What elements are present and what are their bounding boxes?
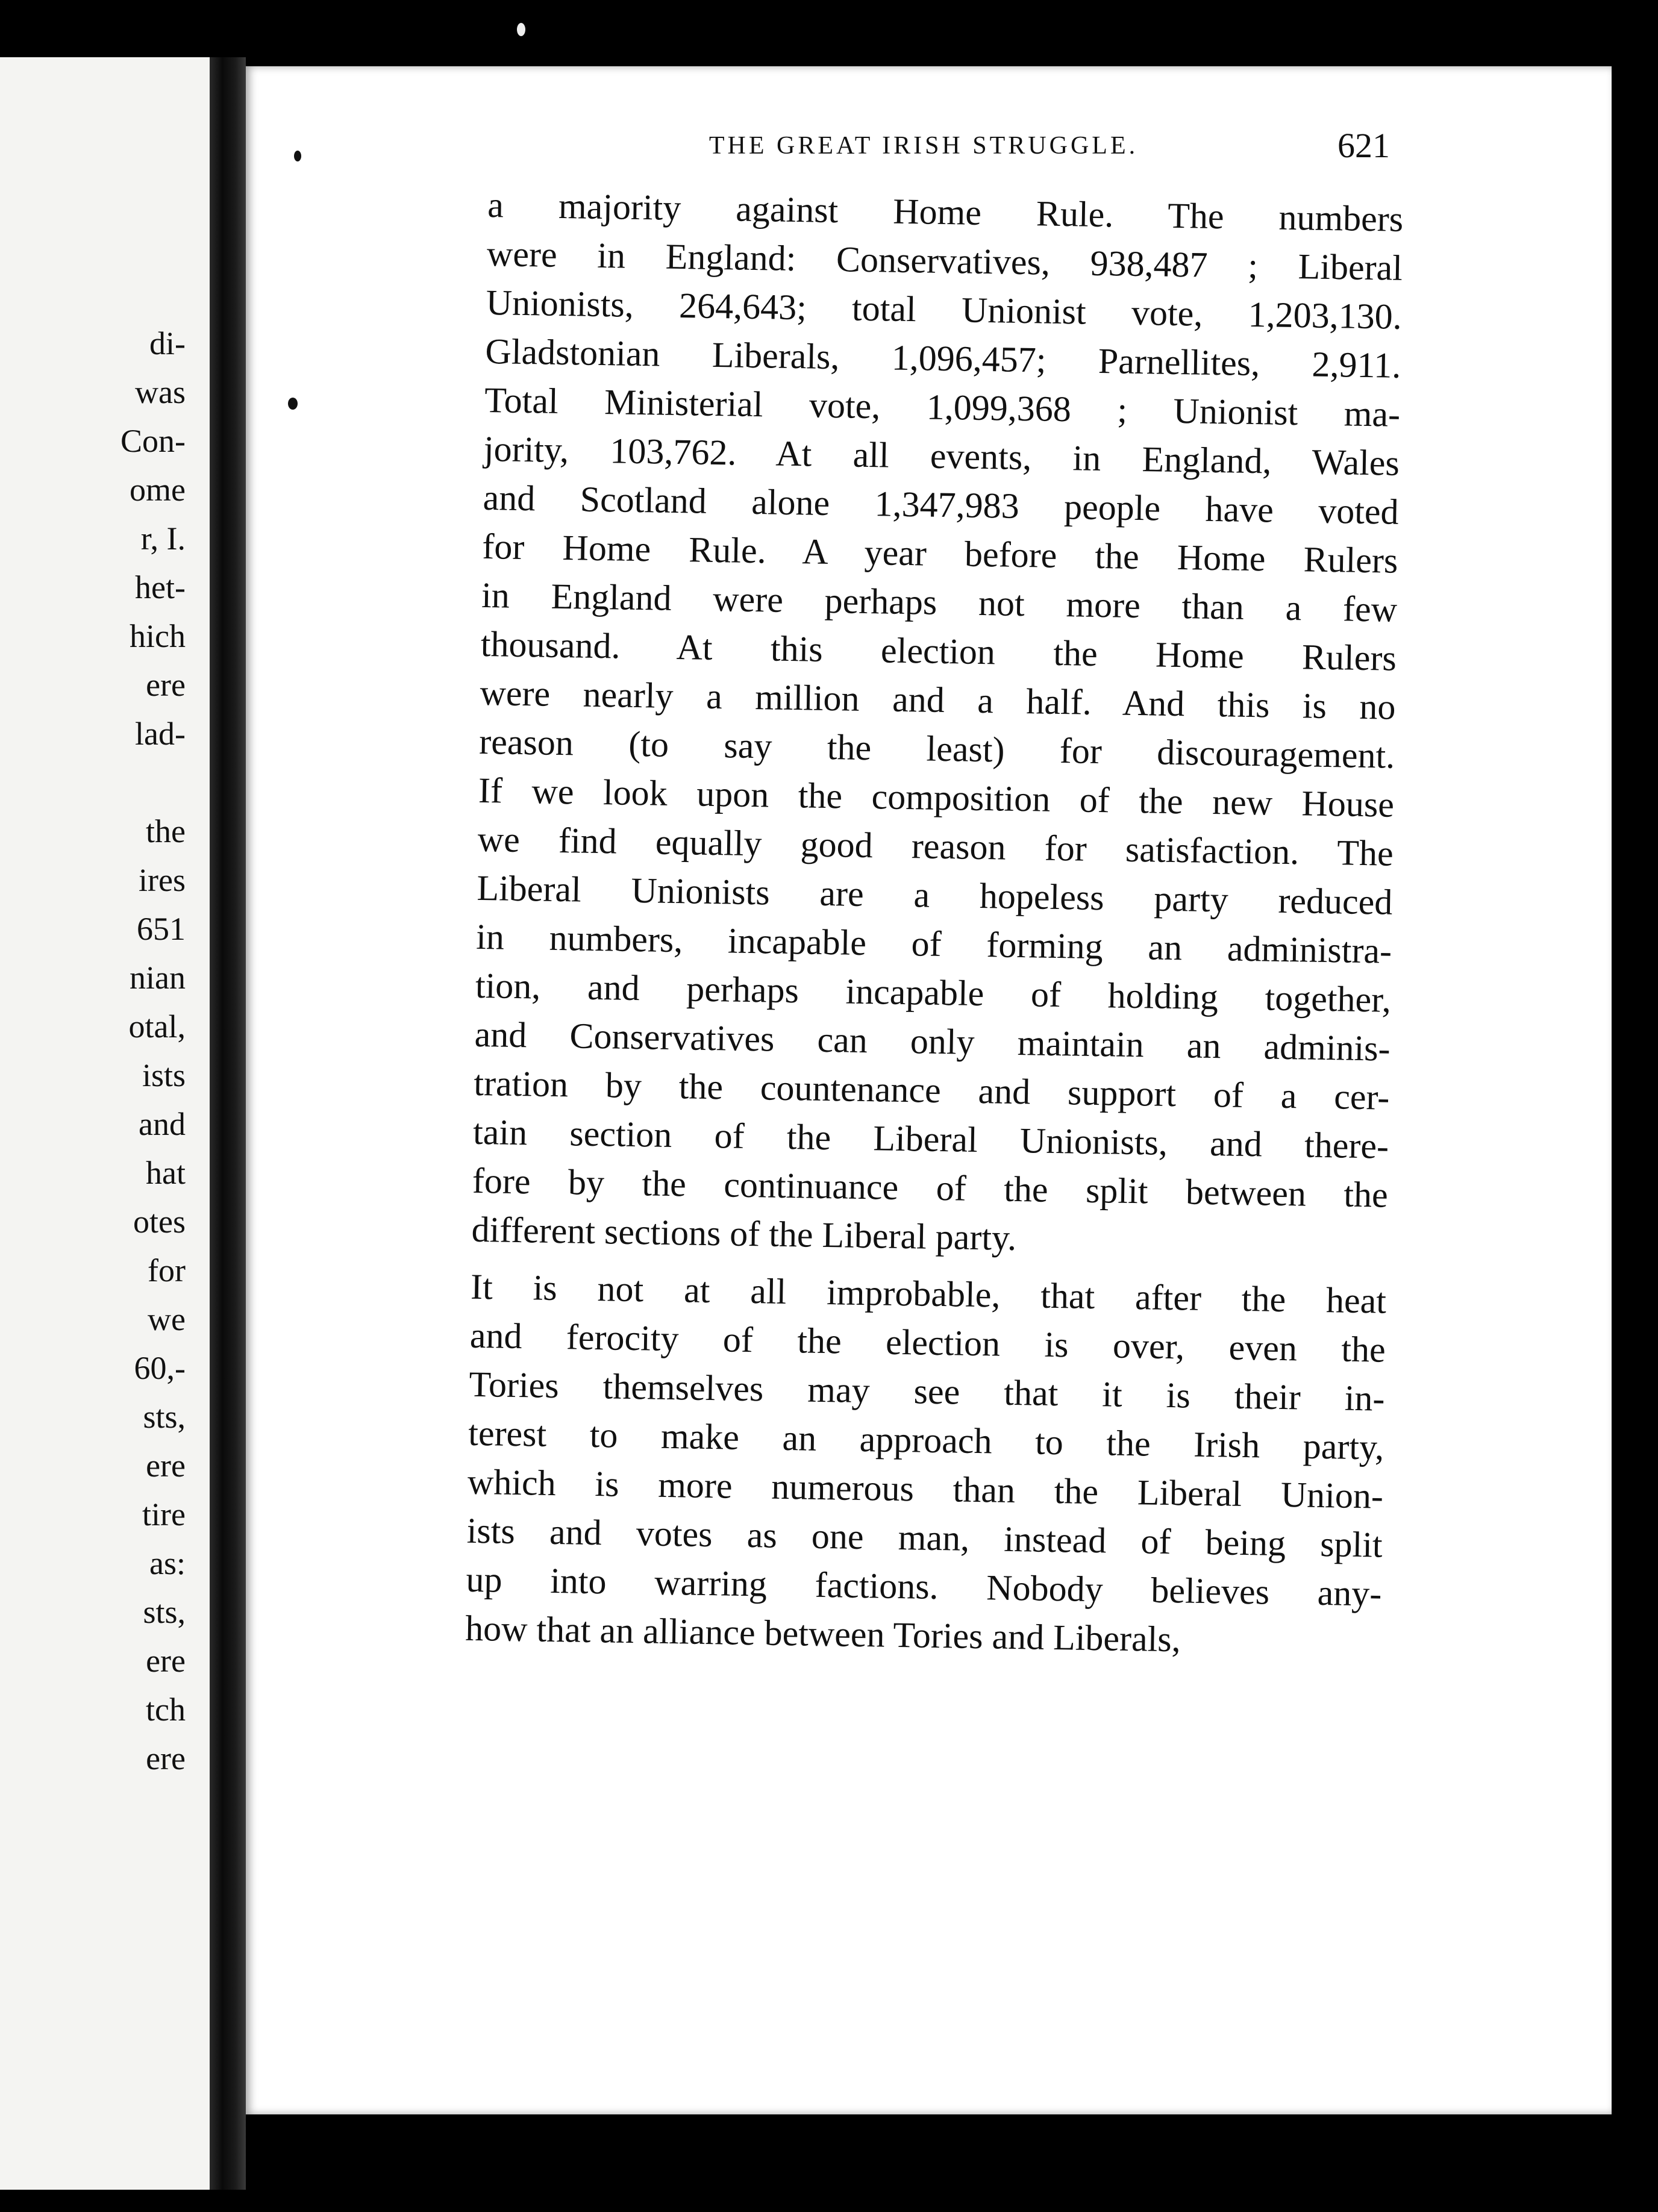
text-line: Liberal Unionists are a hopeless party reduced: [477, 867, 1393, 922]
text-line: terest to make an approach to the Irish party,: [468, 1413, 1384, 1467]
text-line: tration by the countenance and support of a cer-: [473, 1063, 1390, 1117]
text-line: which is more numerous than the Liberal Union-: [467, 1461, 1384, 1516]
left-page-fragment: was: [135, 374, 186, 410]
text-line: Unionists, 264,643; total Unionist vote, 1,203,130.: [486, 282, 1403, 337]
left-page-fragment: hat: [146, 1155, 186, 1191]
text-line: jority, 103,762. At all events, in England, Wales: [483, 428, 1400, 483]
left-page-fragment: we: [148, 1301, 186, 1337]
text-line: reason (to say the least) for discouragement.: [478, 721, 1395, 776]
running-head: THE GREAT IRISH STRUGGLE.: [709, 132, 1139, 160]
scan-speck: [294, 151, 301, 161]
paragraph-1: [471, 181, 1404, 1269]
text-line: Total Ministerial vote, 1,099,368 ; Unionist ma-: [484, 380, 1401, 434]
left-page-fragment: and: [139, 1106, 186, 1142]
left-page-fragment: di-: [149, 325, 186, 361]
text-line: If we look upon the composition of the new House: [478, 770, 1395, 825]
text-line: Tories themselves may see that it is their in-: [469, 1364, 1385, 1419]
text-line: up into warring factions. Nobody believes any-: [466, 1559, 1382, 1614]
text-line: and Conservatives can only maintain an adminis-: [474, 1014, 1391, 1069]
page-number: 621: [1337, 126, 1390, 165]
text-line: in numbers, incapable of forming an administra-: [475, 916, 1392, 971]
left-page-fragment: otes: [133, 1204, 186, 1240]
left-page-fragment: sts,: [143, 1399, 186, 1435]
left-page-fragment: tch: [146, 1692, 186, 1728]
text-line: we find equally good reason for satisfaction. The: [477, 819, 1394, 873]
left-page-fragment: r, I.: [140, 520, 186, 557]
left-page-fragment: ires: [139, 862, 186, 898]
left-page-fragment: ere: [146, 667, 186, 703]
left-page-fragment: nian: [130, 960, 186, 996]
text-line: were nearly a million and a half. And this is no: [480, 672, 1396, 727]
left-page-fragment: the: [146, 813, 186, 849]
text-line: fore by the continuance of the split between the: [472, 1160, 1389, 1215]
left-page-fragment: ere: [146, 1740, 186, 1776]
scan-speck: [288, 398, 298, 410]
text-line: ists and votes as one man, instead of being split: [466, 1510, 1383, 1565]
text-line: Gladstonian Liberals, 1,096,457; Parnellites, 2,911.: [485, 331, 1401, 386]
left-page-fragment: lad-: [135, 716, 186, 752]
scan-speck: [517, 23, 525, 36]
left-page-fragment: ere: [146, 1448, 186, 1484]
paragraph-2: [465, 1263, 1387, 1667]
text-line: and Scotland alone 1,347,983 people have voted: [483, 477, 1400, 532]
body-text: [465, 181, 1404, 1667]
left-page-fragment: 651: [137, 911, 186, 947]
left-page-fragment: otal,: [128, 1008, 186, 1045]
text-line: It is not at all improbable, that after the heat: [470, 1266, 1387, 1321]
text-line: for Home Rule. A year before the Home Rulers: [481, 526, 1398, 581]
left-page-fragment: Con-: [120, 423, 186, 459]
left-page-fragment: hich: [130, 618, 186, 654]
left-page-fragment: tire: [142, 1496, 186, 1532]
text-line: how that an alliance between Tories and Liberals,: [465, 1608, 1181, 1660]
text-line: a majority against Home Rule. The numbers: [487, 184, 1404, 239]
left-page-fragment: het-: [135, 569, 186, 605]
text-line: were in England: Conservatives, 938,487 ; Liberal: [486, 233, 1403, 288]
text-line: different sections of the Liberal party.: [471, 1209, 1017, 1258]
left-page-fragment: ists: [142, 1057, 186, 1093]
book-gutter: [210, 57, 246, 2190]
left-page-fragment: for: [148, 1252, 186, 1289]
left-page-fragment: sts,: [143, 1594, 186, 1630]
left-page-fragment: ere: [146, 1643, 186, 1679]
left-facing-page: [0, 57, 210, 2190]
text-line: in England were perhaps not more than a few: [481, 575, 1398, 630]
text-line: and ferocity of the election is over, even the: [469, 1315, 1386, 1370]
left-page-fragment: 60,-: [134, 1350, 186, 1386]
text-line: tion, and perhaps incapable of holding together,: [475, 965, 1392, 1020]
left-page-fragment: as:: [149, 1545, 186, 1581]
text-line: thousand. At this election the Home Rulers: [480, 623, 1397, 678]
text-line: tain section of the Liberal Unionists, and there-: [472, 1111, 1389, 1166]
left-page-fragment: ome: [130, 472, 186, 508]
